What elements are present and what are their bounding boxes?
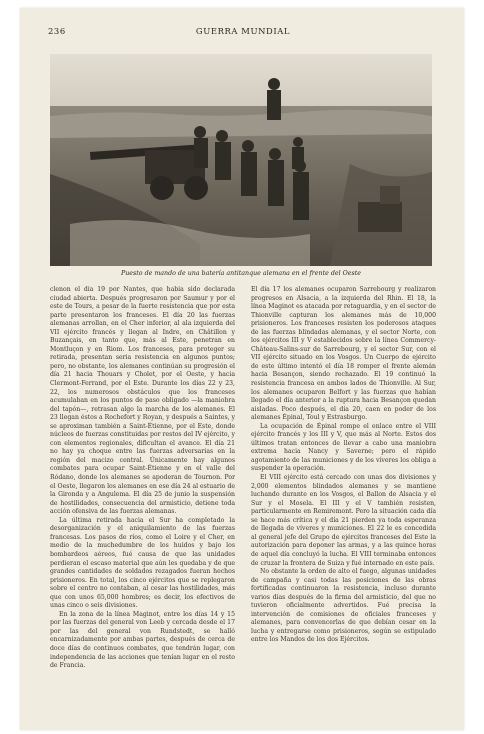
photo-caption: Puesto de mando de una batería antitanque alemana en el frente del Oeste — [121, 270, 361, 277]
war-photograph — [50, 54, 432, 266]
photo-illustration — [50, 54, 432, 266]
paragraph: El día 17 los alemanes ocuparon Sarrebourg y realizaron progresos en Alsacia, a la izquierda del Rhin. El 18, la línea Maginot es atacada por retaguardia, y en el sector de Thionville capturan los alemanes más de 10,000 prisioneros. Los franceses resisten los poderosos ataques de las fuerzas blindadas alemanas, y el sector Norte, con los ejércitos III y V establecidos sobre la línea Commercy-Château-Salins-sur de Sarrebourg, y el sector Sur, con el VII ejército situado en los Vosgos. Un Cuerpo de ejército de este último intentó el día 18 romper el frente alemán hacia Besançon, siendo rechazado. El 19 continuó la resistencia francesa en ambos lados de Thionville. Al Sur, los alemanes ocuparon Belfort y las fuerzas que habían llegado el día anterior a la ruptura hacia Besançon quedan aisladas. Poco después, el día 20, caen en poder de los alemanes Épinal, Toul y Estrasburgo. — [251, 286, 436, 422]
body-text — [50, 286, 436, 716]
page-number: 236 — [48, 26, 66, 36]
left-column — [50, 286, 235, 716]
paragraph: El VIII ejército está cercado con unas dos divisiones y 2,000 elementos blindados alemanes y se mantiene luchando durante en los Vosgos, el Ballon de Alsacia y el Sur y el Mosela. El III y el V también resisten, particularmente en Remiremont. Pero la situación cada día se hace más crítica y el día 21 pierden ya toda esperanza de llegada de víveres y municiones. El 22 le es concedida al general jefe del Grupo de ejércitos franceses del Este la autorización para deponer las armas, y a las quince horas de aquel día concluyó la lucha. El VIII terminaba entonces de cruzar la frontera de Suiza y fué internado en este país. — [251, 474, 436, 567]
running-header — [42, 26, 444, 40]
paragraph: La última retirada hacia el Sur ha completado la desorganización y el aniquilamiento de las fuerzas francesas. Los pasos de ríos, como el Loire y el Cher, en medio de la muchedumbre de los huidos y bajo los bombardeos aéreos, fué causa de que las unidades perdieran el escaso material que aún les quedaba y de que grandes cantidades de soldados rezagados fueran hechos prisioneros. En total, los cinco ejércitos que se replegaron sobre el centro no contaban, al cesar las hostilidades, más que con unos 65,000 hombres; es decir, los efectivos de unas cinco o seis divisiones. — [50, 516, 235, 610]
running-title: GUERRA MUNDIAL — [195, 26, 291, 36]
paragraph: No obstante la orden de alto el fuego, algunas unidades de campaña y casi todas las posiciones de las obras fortificadas continuaron la resistencia, incluso durante varios días después de la firma del armisticio, del que no tuvieron oficialmente advertidos. Fué precisa la intervención de comisiones de oficiales franceses y alemanes, para convencerlas de que debían cesar en la lucha y entregarse como prisioneros, según se estipulado entre los Mandos de los dos Ejércitos. — [251, 568, 436, 644]
paragraph: La ocupación de Épinal rompe el enlace entre el VIII ejército francés y los III y V, que más al Norte. Estos dos últimos tratan entonces de llevar a cabo una maniobra extrema hacia Nancy y Saverne; pero el rápido agotamiento de las municiones y de los víveres los obliga a suspender la operación. — [251, 422, 436, 473]
right-column — [251, 286, 436, 716]
book-page — [20, 8, 464, 730]
paragraph: clenon el día 19 por Nantes, que había sido declarada ciudad abierta. Después progresaron por Saumur y por el este de Tours, a pesar de la fuerte resistencia que por esta parte presentaron los franceses. El día 20 las fuerzas alemanas arrollan, en el Cher inferior, al ala izquierda del VII ejército francés y llegan al Indre, en Châtillon y Buzançais, en tanto que, más al Este, penetran en Montluçon y en Riom. Los franceses, para proteger su retirada, presentan seria resistencia en algunos puntos; pero, no obstante, los alemanes continúan su progresión el día 21 hacia Thouars y Cholet, por el Oeste, y hacia Clermont-Ferrand, por el Este. Durante los días 22 y 23, 22, los numerosos obstáculos que los franceses acumulaban en los puntos de paso obligado —la maniobra del tapón—, retrasan algo la marcha de los alemanes. El 23 llegan éstos a Rochefort y Royan, y después a Saintes, y se aproximan también a Saint-Étienne, por el Este, donde núcleos de fuerzas constituidas por restos del IV ejército, y con elementos regionales, dificultan el avance. El día 21 no hay ya choque entre las fuerzas adversarias en la región del macizo central. Únicamente hay algunos combates para ocupar Saint-Étienne y en el valle del Ródano, donde los alemanes se apoderan de Tournon. Por el Oeste, llegaron los alemanes en ese día 24 al estuario de la Gironda y a Angulema. El día 25 de junio la suspensión de hostilidades, consecuencia del armisticio, detiene toda acción ofensiva de las fuerzas alemanas. — [50, 286, 235, 516]
paragraph: En la zona de la línea Maginot, entre los días 14 y 15 por las fuerzas del general von Leeb y cercada desde el 17 por las del general von Rundstedt, se halló encarnizadamente por ambas partes, después de cerca de doce días de continuos combates, que tendrán lugar, con independencia de las acciones que tenían lugar en el resto de Francia. — [50, 610, 235, 670]
